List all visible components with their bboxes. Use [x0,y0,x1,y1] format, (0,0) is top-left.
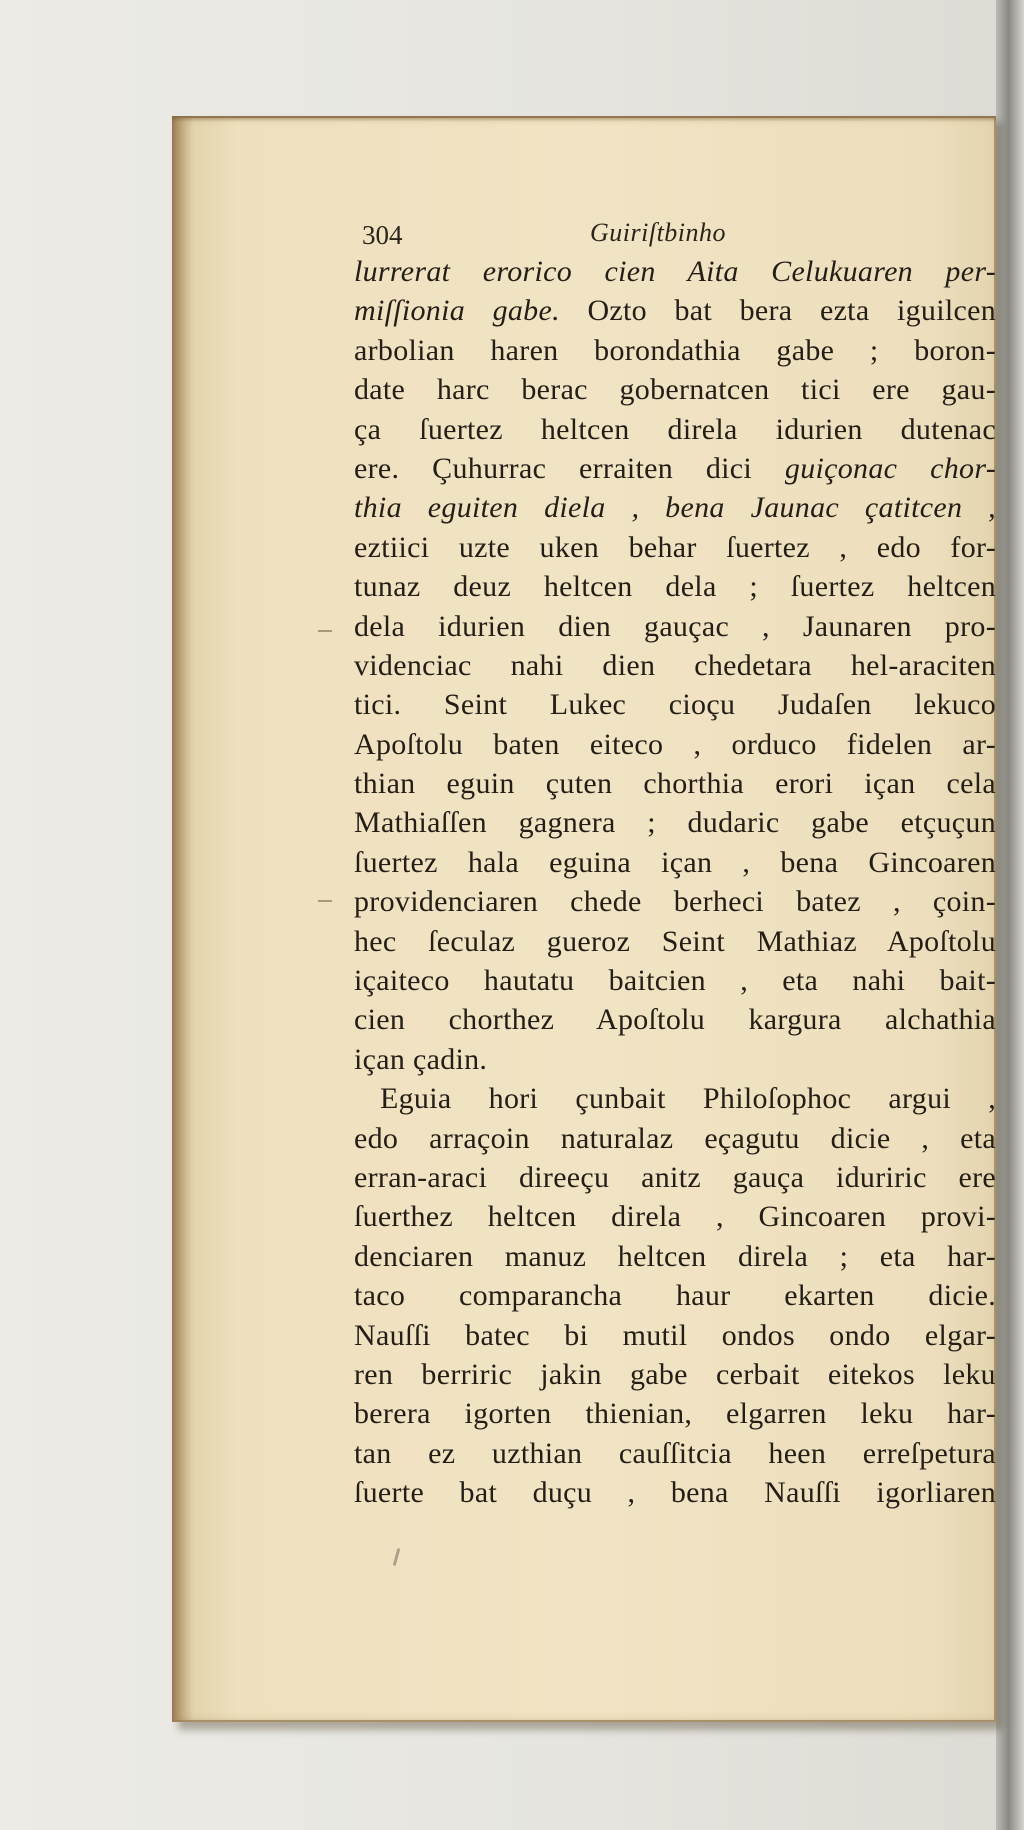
text-segment: ere. Çuhurrac erraiten dici [354,451,785,485]
text-line: hec ſeculaz gueroz Seint Mathiaz Apoſtolu [354,924,996,958]
page-header [362,214,962,254]
text-line: edo arraçoin naturalaz eçagutu dicie , eta [354,1121,996,1155]
page-top-edge [172,116,996,122]
margin-mark [318,630,332,632]
page-gutter [172,116,194,1722]
text-line: lurrerat erorico cien Aita Celukuaren per- [354,255,996,288]
text-segment: guiçonac chor- [784,451,996,485]
text-line [354,449,996,488]
margin-mark [318,900,332,902]
text-line: videnciac nahi dien chedetara hel-araciten [354,648,996,682]
text-line: içaiteco hautatu baitcien , eta nahi bait- [354,964,996,998]
body-text [354,252,996,1513]
text-line: date harc berac gobernatcen tici ere gau- [354,373,996,407]
running-head: Guiriſtbinho [590,218,727,247]
text-line: taco comparancha haur ekarten dicie. [354,1279,996,1313]
text-line: erran-araci direeçu anitz gauça iduriric ere [354,1160,996,1194]
text-line [354,291,996,330]
text-line: providenciaren chede berheci batez , çoin- [354,885,996,919]
text-line: tan ez uzthian cauſſitcia heen erreſpetura [354,1436,996,1470]
text-line: berera igorten thienian, elgarren leku har- [354,1397,996,1431]
text-line: denciaren manuz heltcen direla ; eta har- [354,1239,996,1273]
text-segment: Ozto bat bera ezta iguilcen [559,294,996,328]
text-line: cien chorthez Apoſtolu kargura alchathia [354,1003,996,1037]
page-number: 304 [362,220,403,250]
text-line: ça ſuertez heltcen direla idurien dutenac [354,412,996,446]
text-line: ſuerte bat duçu , bena Nauſſi igorliaren [354,1476,996,1510]
text-line: eztiici uzte uken behar ſuertez , edo for- [354,530,996,564]
text-line: dela idurien dien gauçac , Jaunaren pro- [354,609,996,643]
text-line: Mathiaſſen gagnera ; dudaric gabe etçuçun [354,806,996,840]
text-line: tici. Seint Lukec cioçu Judaſen lekuco [354,688,996,722]
text-line: Eguia hori çunbait Philoſophoc argui , [380,1082,996,1116]
text-line: içan çadin. [354,1042,488,1076]
text-line: thia eguiten diela , bena Jaunac çatitcen , [354,491,996,525]
text-segment: miſſionia gabe. [354,294,560,328]
text-line: tunaz deuz heltcen dela ; ſuertez heltcen [354,570,996,604]
text-line: Nauſſi batec bi mutil ondos ondo elgar- [354,1318,996,1352]
text-line: Apoſtolu baten eiteco , orduco fidelen ar- [354,727,996,761]
text-line: ſuertez hala eguina içan , bena Gincoaren [354,845,996,879]
text-line: arbolian haren borondathia gabe ; boron- [354,333,996,367]
text-line: thian eguin çuten chorthia erori içan cela [354,767,996,801]
text-line: ren berriric jakin gabe cerbait eitekos leku [354,1357,996,1391]
text-line: ſuerthez heltcen direla , Gincoaren provi- [354,1200,996,1234]
